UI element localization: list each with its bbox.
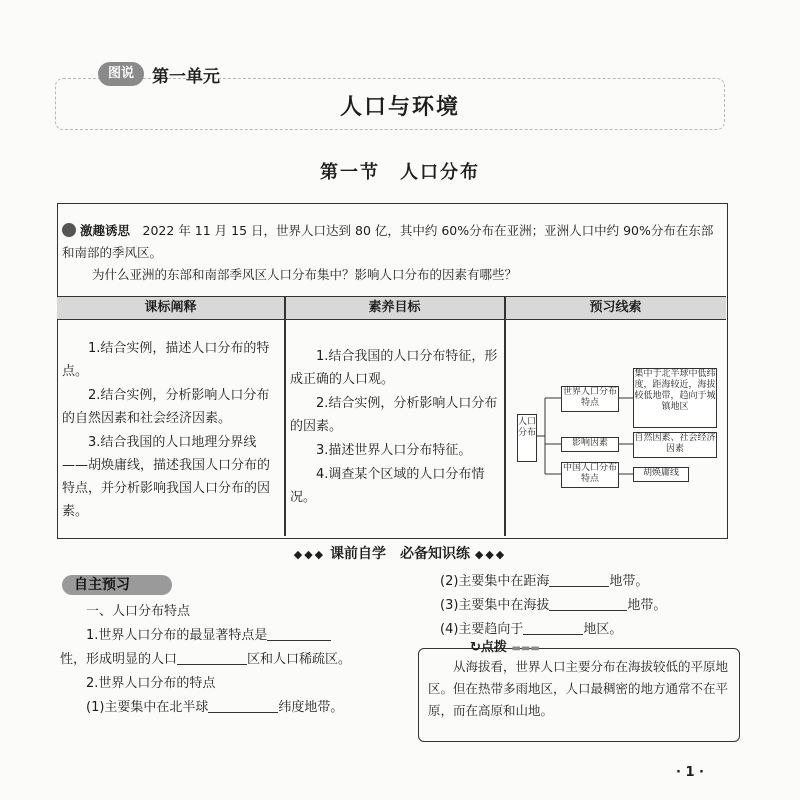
- study-heading: 一、人口分布特点: [86, 604, 191, 619]
- mindmap-root: 人口分布: [517, 414, 537, 462]
- answer-blank[interactable]: [208, 698, 278, 713]
- objective-item: 2.结合实例，分析影响人口分布的自然因素和社会经济因素。: [62, 388, 270, 426]
- unit-name: 第一单元: [152, 67, 220, 87]
- unit-badge: 图说: [98, 62, 144, 86]
- goal-item: 1.结合我国的人口分布特征，形成正确的人口观。: [290, 349, 498, 387]
- table-divider: [284, 296, 286, 536]
- question-1: 1.世界人口分布的最显著特点是: [60, 624, 390, 648]
- unit-title: 人口与环境: [339, 95, 460, 120]
- goal-item: 3.描述世界人口分布特征。: [316, 443, 472, 458]
- self-study-right: [440, 570, 740, 642]
- mindmap-connectors: [505, 320, 726, 536]
- answer-blank[interactable]: [549, 572, 609, 587]
- mindmap-branch-world: 世界人口分布特点: [561, 386, 619, 412]
- intro-paragraph: [62, 220, 722, 264]
- sparkle-icon: [62, 223, 76, 237]
- preview-mindmap: [505, 320, 726, 536]
- table-header-1: 课标阐释: [57, 296, 284, 320]
- diamond-decoration-icon: ◆◆◆: [474, 548, 507, 561]
- banner-text: 课前自学 必备知识练: [330, 546, 470, 562]
- intro-question: 为什么亚洲的东部和南部季风区人口分布集中？影响人口分布的因素有哪些？: [92, 267, 518, 282]
- mindmap-leaf-world: 集中于北半球中低纬度，距海较近，海拔较低地带，趋向于城镇地区: [633, 368, 717, 428]
- mindmap-leaf-factors: 自然因素、社会经济因素: [633, 432, 717, 458]
- answer-blank[interactable]: [267, 626, 331, 641]
- answer-blank[interactable]: [523, 620, 583, 635]
- literacy-goals-list: [290, 345, 498, 510]
- question-1-cont: 性，形成明显的人口 区和人口稀疏区。: [60, 652, 352, 667]
- objective-item: 3.结合我国的人口地理分界线——胡焕庸线，描述我国人口分布的特点，并分析影响我国人口分布的因素。: [62, 435, 271, 519]
- goal-item: 4.调查某个区域的人口分布情况。: [290, 467, 485, 505]
- mindmap-leaf-china: 胡焕庸线: [633, 467, 689, 482]
- diamond-decoration-icon: ◆◆◆: [293, 548, 326, 561]
- section-title: 第一节 人口分布: [320, 162, 480, 183]
- mindmap-branch-china: 中国人口分布特点: [561, 462, 619, 488]
- intro-text: 2022 年 11 月 15 日，世界人口达到 80 亿，其中约 60%分布在亚洲；亚洲人口中约 90%分布在东部和南部的季风区。: [62, 223, 714, 260]
- question-2-1: (1)主要集中在北半球 纬度地带。: [86, 700, 344, 715]
- objectives-list: [62, 337, 277, 524]
- answer-blank[interactable]: [549, 596, 627, 611]
- mindmap-branch-factors: 影响因素: [561, 437, 619, 452]
- section-banner: [0, 543, 800, 563]
- question-2-3: (3)主要集中在海拔 地带。: [440, 598, 667, 613]
- question-2: 2.世界人口分布的特点: [86, 676, 216, 691]
- question-2-2: (2)主要集中在距海 地带。: [440, 574, 649, 589]
- table-header-3: 预习线索: [505, 296, 726, 320]
- goal-item: 2.结合实例，分析影响人口分布的因素。: [290, 396, 498, 434]
- page-number: · 1 ·: [676, 765, 704, 780]
- self-study-left: [60, 600, 390, 720]
- tip-text: 从海拔看，世界人口主要分布在海拔较低的平原地区。但在热带多雨地区，人口最稠密的地方通常不在平原，而在高原和山地。: [428, 659, 729, 718]
- table-header-2: 素养目标: [285, 296, 504, 320]
- answer-blank[interactable]: [177, 650, 247, 665]
- objective-item: 1.结合实例，描述人口分布的特点。: [62, 341, 270, 379]
- question-2-4: (4)主要趋向于 地区。: [440, 622, 623, 637]
- tip-label: ↻点拨 ▬▬▬: [470, 640, 540, 655]
- intro-label: 激趣诱思: [80, 223, 131, 238]
- self-study-tag: 自主预习: [62, 575, 172, 595]
